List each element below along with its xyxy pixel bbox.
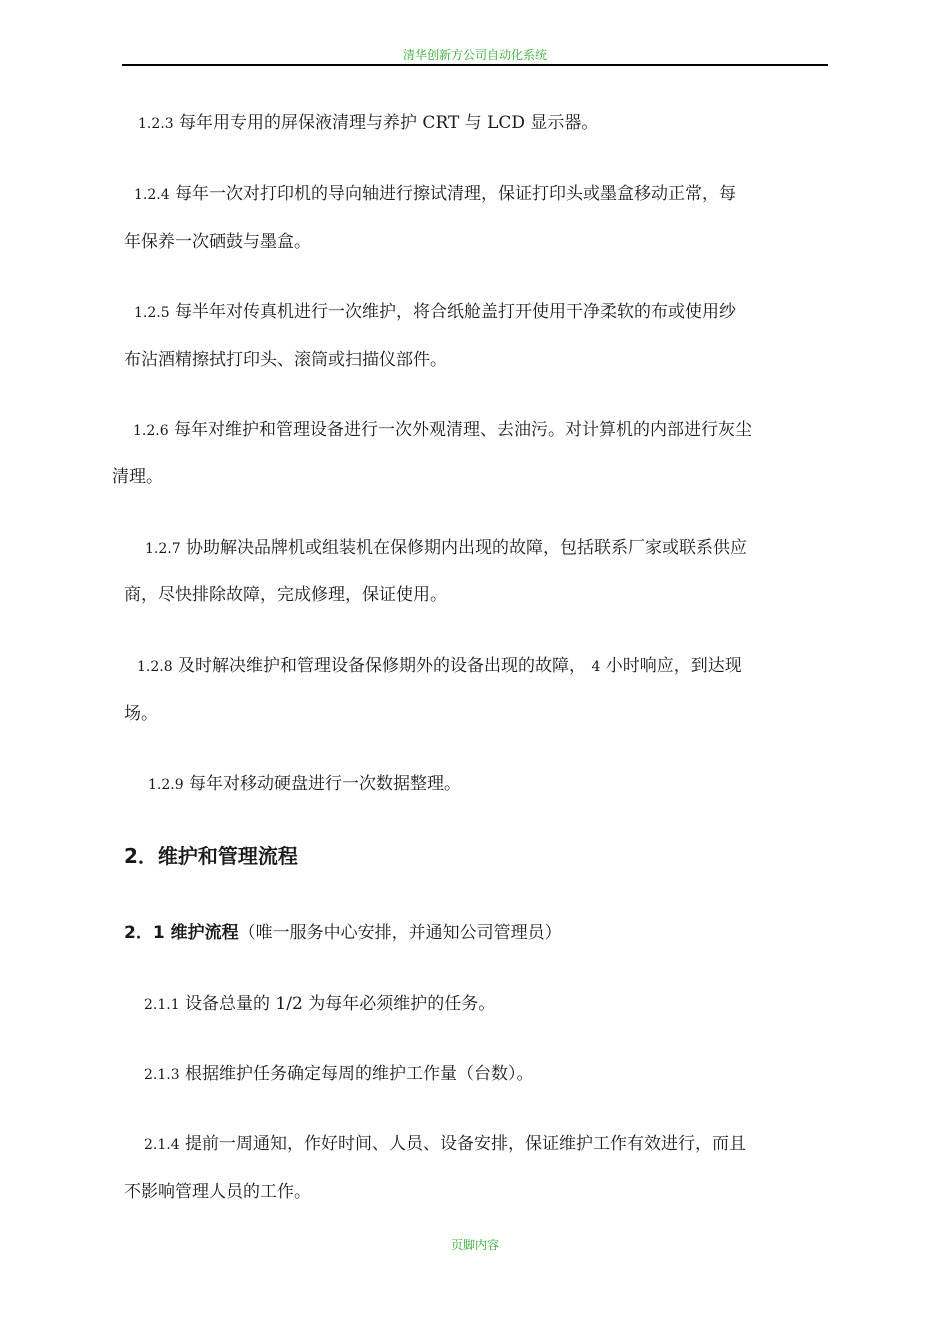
page-footer: 页脚内容: [450, 1238, 499, 1252]
item-2-1-1: [144, 996, 495, 1014]
paragraph-1-2-5-line1: [134, 304, 736, 322]
item-text: 根据维护任务确定每周的维护工作量（台数）。: [185, 1064, 534, 1084]
paragraph-text: 每半年对传真机进行一次维护，将合纸舱盖打开使用干净柔软的布或使用纱: [175, 302, 737, 322]
paragraph-1-2-6-line1: [133, 422, 752, 440]
item-number: 2.1.3: [144, 1067, 180, 1083]
paragraph-1-2-4-line1: [134, 186, 736, 204]
paragraph-text: 协助解决品牌机或组装机在保修期内出现的故障，包括联系厂家或联系供应: [186, 538, 748, 558]
item-text: 提前一周通知，作好时间、人员、设备安排，保证维护工作有效进行，而且: [185, 1134, 747, 1154]
item-number: 1.2.8: [137, 659, 173, 675]
item-2-1-3: [144, 1066, 534, 1084]
paragraph-1-2-7-line1: [145, 540, 747, 558]
item-number: 1.2.3: [138, 116, 174, 132]
paragraph-1-2-3: [138, 115, 598, 133]
item-number: 2.1.4: [144, 1137, 180, 1153]
item-2-1-4-line1: [144, 1136, 746, 1154]
paragraph-text: 每年对维护和管理设备进行一次外观清理、去油污。对计算机的内部进行灰尘: [174, 420, 753, 440]
item-number: 1.2.7: [145, 541, 181, 557]
subsection-note: （唯一服务中心安排，并通知公司管理员）: [238, 923, 562, 943]
subsection-heading: [124, 925, 562, 942]
item-2-1-4-line2: 不影响管理人员的工作。: [124, 1182, 311, 1202]
item-text: 设备总量的 1/2 为每年必须维护的任务。: [185, 994, 496, 1014]
header-divider: [122, 64, 828, 66]
item-number: 1.2.9: [148, 777, 184, 793]
section-heading: 2．维护和管理流程: [124, 844, 298, 868]
paragraph-1-2-6-line2: 清理。: [112, 467, 163, 487]
page-header: 清华创新方公司自动化系统: [402, 48, 547, 62]
item-number: 2.1.1: [144, 997, 180, 1013]
paragraph-1-2-8-line1: [137, 658, 742, 676]
item-number: 1.2.4: [134, 187, 170, 203]
paragraph-1-2-5-line2: 布沾酒精擦拭打印头、滚筒或扫描仪部件。: [124, 350, 447, 370]
paragraph-1-2-8-line2: 场。: [124, 704, 158, 724]
subsection-title: 2．1 维护流程: [124, 923, 239, 943]
paragraph-1-2-9: [148, 776, 461, 794]
paragraph-1-2-4-line2: 年保养一次硒鼓与墨盒。: [124, 232, 311, 252]
paragraph-text-cont: 小时响应，到达现: [605, 656, 742, 676]
paragraph-text: 每年用专用的屏保液清理与养护 CRT 与 LCD 显示器。: [179, 113, 599, 133]
paragraph-1-2-7-line2: 商，尽快排除故障，完成修理，保证使用。: [124, 585, 447, 605]
paragraph-text: 每年一次对打印机的导向轴进行擦试清理，保证打印头或墨盒移动正常，每: [175, 184, 737, 204]
paragraph-text: 及时解决维护和管理设备保修期外的设备出现的故障，: [178, 656, 587, 676]
item-number: 1.2.6: [133, 423, 169, 439]
item-number: 1.2.5: [134, 305, 170, 321]
paragraph-text: 每年对移动硬盘进行一次数据整理。: [189, 774, 462, 794]
hours-number: 4: [591, 659, 601, 675]
